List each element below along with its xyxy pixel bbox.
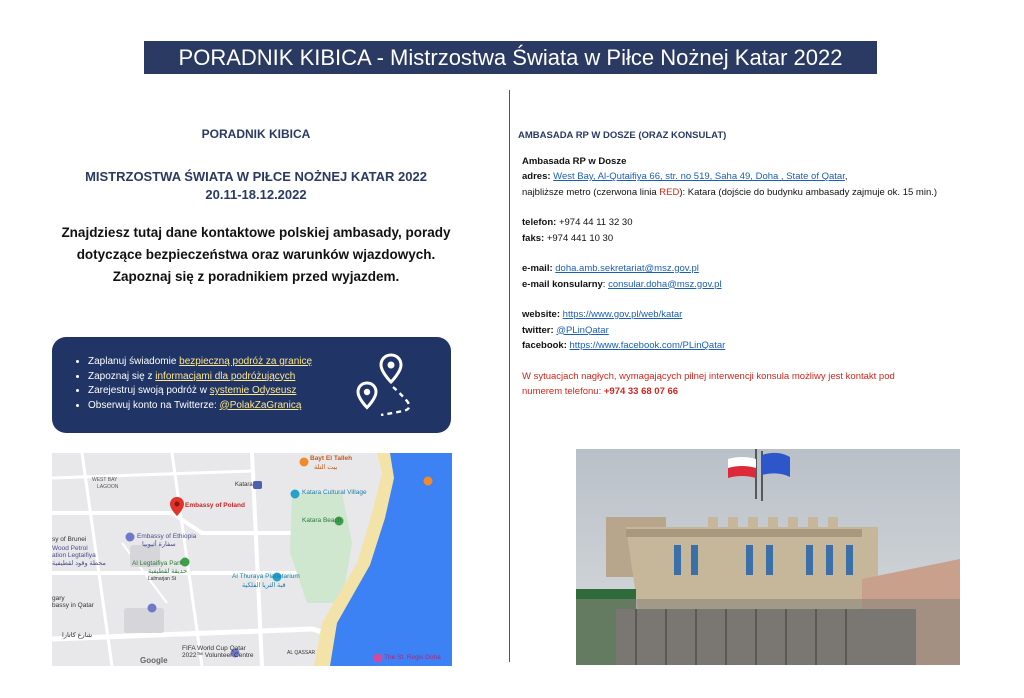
fax-row: [522, 231, 1008, 247]
phone-row: [522, 215, 1008, 231]
page-title: PORADNIK KIBICA - Mistrzostwa Świata w Piłce Nożnej Katar 2022: [144, 41, 877, 74]
phone-value: +974 44 11 32 30: [558, 217, 633, 228]
tip-item: [88, 355, 312, 370]
emergency-phone: +974 33 68 07 66: [603, 386, 679, 397]
address-label: adres:: [522, 171, 551, 182]
intro-line-1: Znajdziesz tutaj dane kontaktowe polskiej ambasady, porady: [61, 225, 451, 240]
address-row: [522, 169, 1008, 185]
event-dates: 20.11-18.12.2022: [205, 187, 307, 202]
twitter-link[interactable]: @PLinQatar: [556, 324, 609, 336]
map-label-lagoon: LAGOON: [97, 484, 119, 490]
metro-after: ): Katara (dojście do budynku ambasady zajmuje ok. 15 min.): [679, 186, 938, 198]
consular-email-colon: :: [602, 278, 606, 290]
map-label-embassy-poland: Embassy of Poland: [185, 502, 245, 509]
map-label-park-ar: حديقة لقطيفية: [148, 568, 188, 575]
left-intro: [50, 124, 462, 288]
map-label-fifa: FIFA World Cup Qatar: [182, 645, 246, 652]
website-link[interactable]: https://www.gov.pl/web/katar: [562, 309, 683, 320]
embassy-photo: [576, 449, 960, 665]
consular-email-label: e-mail konsularny: [522, 278, 603, 290]
tip-item: [88, 384, 312, 399]
map-label-katara-beach: Katara Beach: [302, 517, 342, 524]
map-label-katara-village: Katara Cultural Village: [302, 489, 367, 496]
tip-link-twitter[interactable]: @PolakZaGranicą: [219, 399, 302, 411]
address-link[interactable]: West Bay, Al-Qutaifiya 66, str. no 519, Saha 49, Doha , State of Qatar: [553, 171, 845, 182]
event-heading: [50, 168, 462, 204]
guide-heading: PORADNIK KIBICA: [201, 127, 311, 141]
tip-link-travel-info[interactable]: informacjami dla podróżujących: [155, 370, 296, 382]
tip-item: [88, 399, 312, 414]
email-label: e-mail:: [522, 263, 553, 274]
phone-label: telefon:: [522, 217, 557, 228]
map-label-lalmarjan: Lalmarjan St: [148, 576, 177, 582]
tip-link-safe-travel[interactable]: bezpieczną podróż za granicę: [179, 356, 313, 367]
emergency-line-2: [522, 384, 1008, 400]
map-label-bayt: Bayt El Talleh: [310, 455, 353, 462]
intro-line-2: dotyczące bezpieczeństwa oraz warunków wjazdowych.: [76, 247, 436, 262]
embassy-name: Ambasada RP w Dosze: [522, 155, 627, 167]
tip-text: Zaplanuj świadomie: [88, 356, 180, 367]
map-label-fifa2: 2022™ Volunteer Centre: [182, 652, 254, 659]
twitter-label: twitter:: [522, 324, 554, 336]
map-label-gary: gary: [52, 595, 65, 602]
tips-box: [52, 337, 451, 433]
map-label-park: Al Legtaifiya Park: [132, 560, 183, 567]
fax-label: faks:: [522, 232, 545, 244]
map-google-logo: Google: [140, 656, 168, 665]
tips-list: [52, 355, 312, 413]
map-label-road-ar: شارع كاتارا: [62, 632, 93, 639]
emergency-prefix: numerem telefonu:: [522, 386, 604, 397]
tip-text: Zarejestruj swoją podróż w: [88, 385, 210, 396]
website-label: website:: [522, 309, 561, 320]
consular-email-link[interactable]: consular.doha@msz.gov.pl: [608, 278, 722, 290]
metro-before: najbliższe metro (czerwona linia: [522, 186, 660, 198]
embassy-building-image: [576, 449, 960, 665]
consular-email-row: [522, 277, 1008, 293]
map-label-west-bay: WEST BAY: [92, 477, 118, 483]
tip-text: Obserwuj konto na Twitterze:: [88, 399, 220, 411]
facebook-row: [522, 338, 1008, 354]
column-divider: [509, 90, 510, 662]
map-label-bassy: bassy in Qatar: [52, 602, 94, 609]
map-label-legtaifiya-ar: محطة وقود لقطيفية: [52, 560, 106, 567]
emergency-line-1: W sytuacjach nagłych, wymagających pilnej interwencji konsula możliwy jest kontakt pod: [522, 370, 895, 382]
email-link[interactable]: doha.amb.sekretariat@msz.gov.pl: [555, 263, 699, 274]
map-label-thuraya-ar: قبة الثريا الفلكية: [242, 582, 286, 589]
map-label-station: ation Legtaifiya: [52, 552, 96, 559]
tip-link-odyseusz[interactable]: systemie Odyseusz: [209, 385, 297, 396]
facebook-label: facebook:: [522, 340, 567, 351]
tip-text: Zapoznaj się z: [88, 370, 156, 382]
route-pins-icon: [355, 351, 417, 417]
fax-value: +974 441 10 30: [546, 232, 614, 244]
email-row: [522, 261, 1008, 277]
embassy-heading: AMBASADA RP W DOSZE (ORAZ KONSULAT): [518, 130, 727, 141]
address-end: ,: [844, 171, 848, 182]
facebook-link[interactable]: https://www.facebook.com/PLinQatar: [569, 340, 726, 351]
tip-item: [88, 370, 312, 385]
metro-row: [522, 185, 1008, 201]
location-map[interactable]: [52, 453, 452, 666]
event-title: MISTRZOSTWA ŚWIATA W PIŁCE NOŻNEJ KATAR 2022: [85, 169, 427, 184]
intro-text: [50, 222, 462, 288]
map-label-ethiopia-ar: سفارة أثيوبيا: [142, 541, 176, 548]
map-label-brunei: sy of Brunei: [52, 536, 87, 543]
map-label-alqassar: AL QASSAR: [287, 650, 316, 656]
map-label-ethiopia: Embassy of Ethiopia: [137, 533, 197, 540]
map-label-thuraya: Al Thuraya Planetarium: [232, 573, 300, 580]
map-label-bayt-ar: بيت التلة: [314, 464, 338, 471]
map-label-stregis: The St. Regis Doha: [384, 654, 441, 661]
metro-red-line: RED: [659, 186, 680, 198]
intro-line-3: Zapoznaj się z poradnikiem przed wyjazdem.: [112, 269, 400, 284]
map-label-wood: Wood Petrol: [52, 545, 88, 552]
map-label-katara: Katara: [235, 482, 253, 488]
embassy-contact: [518, 128, 1008, 400]
twitter-row: [522, 323, 1008, 339]
website-row: [522, 307, 1008, 323]
embassy-details: [522, 154, 1008, 400]
